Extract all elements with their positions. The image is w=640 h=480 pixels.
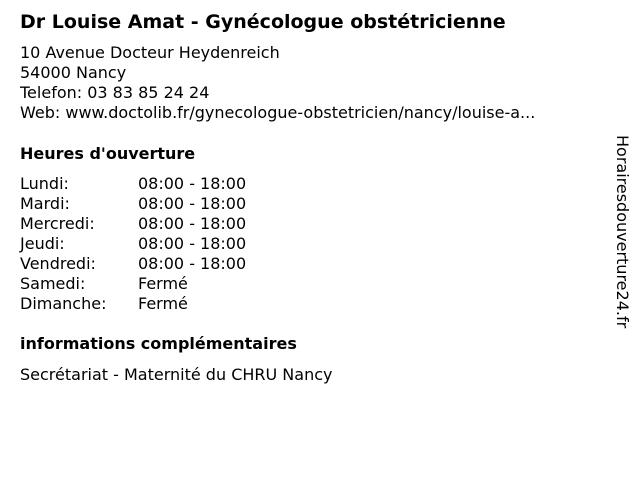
phone-number: Telefon: 03 83 85 24 24 (20, 83, 210, 102)
website-link[interactable]: Web: www.doctolib.fr/gynecologue-obstetricien/nancy/louise-a... (20, 103, 536, 122)
day-label: Mardi: (20, 194, 70, 213)
hours-row-tuesday (20, 194, 320, 214)
address-city: 54000 Nancy (20, 63, 127, 82)
time-value: 08:00 - 18:00 (138, 214, 247, 233)
day-label: Samedi: (20, 274, 86, 293)
day-label: Mercredi: (20, 214, 95, 233)
time-value: 08:00 - 18:00 (138, 234, 247, 253)
day-label: Lundi: (20, 174, 69, 193)
info-text: Secrétariat - Maternité du CHRU Nancy (20, 365, 333, 384)
hours-row-sunday (20, 294, 320, 314)
day-label: Jeudi: (20, 234, 65, 253)
hours-row-friday (20, 254, 320, 274)
watermark (612, 135, 632, 345)
hours-row-monday (20, 174, 320, 194)
time-value: 08:00 - 18:00 (138, 194, 247, 213)
watermark-text: Horairesdouverture24.fr (613, 135, 632, 329)
hours-row-thursday (20, 234, 320, 254)
hours-heading: Heures d'ouverture (20, 144, 196, 163)
time-value: Fermé (138, 274, 188, 293)
time-value: Fermé (138, 294, 188, 313)
day-label: Dimanche: (20, 294, 107, 313)
hours-row-wednesday (20, 214, 320, 234)
time-value: 08:00 - 18:00 (138, 174, 247, 193)
address-block (20, 43, 535, 123)
opening-hours-list (20, 174, 320, 314)
address-street: 10 Avenue Docteur Heydenreich (20, 43, 280, 62)
hours-row-saturday (20, 274, 320, 294)
info-heading: informations complémentaires (20, 334, 297, 353)
time-value: 08:00 - 18:00 (138, 254, 247, 273)
page-title: Dr Louise Amat - Gynécologue obstétricienne (20, 11, 506, 33)
day-label: Vendredi: (20, 254, 96, 273)
